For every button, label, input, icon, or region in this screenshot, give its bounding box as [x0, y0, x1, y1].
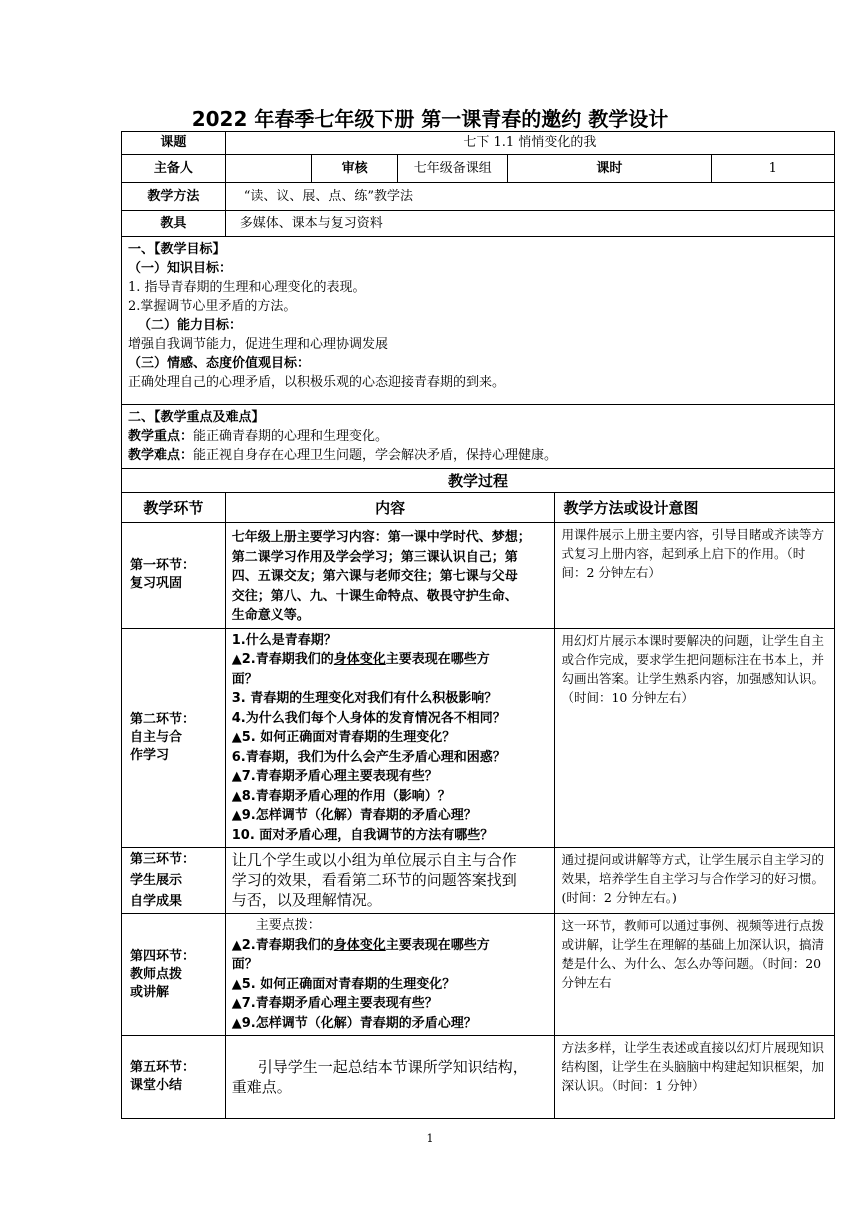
lesson-plan-table	[121, 131, 835, 1119]
document-title: 2022 年春季七年级下册 第一课青春的邀约 教学设计	[191, 107, 669, 131]
stage-1-content	[225, 523, 555, 629]
stage-3-name-line-1: 第三环节：	[130, 852, 196, 867]
ability-item-1: 增强自我调节能力，促进生理和心理协调发展	[128, 337, 389, 352]
row-process-heading	[122, 469, 835, 493]
question-1: 1.什么是青春期？	[231, 632, 337, 648]
stage-2-name-line-3: 作学习	[130, 747, 170, 763]
row-method	[122, 183, 835, 211]
tools-label: 教具	[122, 211, 226, 237]
keypoints-section	[122, 405, 835, 469]
stage-3-line-3: 与否，以及理解情况。	[231, 891, 382, 909]
stage-1-line-4: 交往；第八、九、十课生命特点、敬畏守护生命、	[231, 588, 518, 604]
stage-3-name-line-3: 自学成果	[130, 894, 183, 909]
row-process-columns	[122, 493, 835, 523]
question-7: ▲7.青春期矛盾心理主要表现有些？	[231, 769, 438, 784]
hours-label: 课时	[508, 155, 711, 183]
emotion-item-1: 正确处理自己的心理矛盾，以积极乐观的心态迎接青春期的到来。	[128, 375, 506, 390]
topic-label: 课题	[122, 132, 226, 155]
question-6: 6.青春期，我们为什么会产生矛盾心理和困惑？	[231, 749, 506, 765]
stage-1-line-2: 第二课学习作用及学会学习；第三课认识自己；第	[231, 549, 518, 565]
question-4: 4.为什么我们每个人身体的发育情况各不相同？	[231, 710, 506, 726]
stage-1-name	[122, 523, 226, 629]
stage-3-line-2: 学习的效果，看看第二环节的问题答案找到	[231, 871, 517, 889]
stage-1-name-line-1: 第一环节：	[130, 558, 196, 574]
review-label: 审核	[312, 155, 398, 183]
stage-5-name-line-1: 第五环节：	[130, 1060, 196, 1075]
focus-question-2-suffix: 主要表现在哪些方	[385, 937, 490, 953]
stage-5-name	[122, 1036, 226, 1119]
objectives-heading: 一、【教学目标】	[128, 242, 226, 257]
keypoints-heading: 二、【教学重点及难点】	[128, 410, 265, 425]
preparer-label: 主备人	[122, 155, 226, 183]
page-number: 1	[426, 1132, 434, 1145]
question-2-suffix: 主要表现在哪些方	[385, 652, 490, 667]
stage-2-name	[122, 628, 226, 848]
difficulty-text: 能正视自身存在心理卫生问题，学会解决矛盾，保持心理健康。	[193, 448, 558, 463]
stage-5-line-1: 引导学生一起总结本节课所学知识结构，	[257, 1058, 528, 1076]
stage-5-content	[225, 1036, 555, 1119]
row-meta	[122, 155, 835, 183]
topic-value: 七下 1.1 悄悄变化的我	[225, 132, 834, 155]
stage-5-name-line-2: 课堂小结	[130, 1078, 183, 1093]
tools-value: 多媒体、课本与复习资料	[225, 211, 834, 237]
stage-4-name-line-2: 教师点拨	[130, 966, 183, 982]
focus-question-9: ▲9.怎样调节（化解）青春期的矛盾心理？	[231, 1015, 477, 1031]
focus-label: 教学重点：	[128, 429, 194, 444]
objectives-section	[122, 237, 835, 405]
stage-4-content	[225, 914, 555, 1036]
stage-4-name	[122, 914, 226, 1036]
stage-2-name-line-1: 第二环节：	[130, 711, 196, 727]
focus-question-2	[232, 936, 549, 956]
stage-1-line-3: 四、五课交友；第六课与老师交往；第七课与父母	[231, 569, 518, 584]
focus-question-5: ▲5. 如何正确面对青春期的生理变化？	[231, 976, 456, 992]
stage-4-name-line-3: 或讲解	[130, 984, 170, 1000]
focus-question-7: ▲7.青春期矛盾心理主要表现有些？	[231, 996, 438, 1011]
method-value: “读、议、展、点、练”教学法	[225, 183, 834, 211]
preparer-value	[225, 155, 311, 183]
difficulty-label: 教学难点：	[128, 448, 194, 463]
question-2-prefix: ▲2.青春期我们的	[231, 652, 334, 667]
ability-title: （二）能力目标：	[138, 318, 243, 333]
process-heading: 教学过程	[122, 469, 835, 493]
stage-1-line-5: 生命意义等。	[231, 608, 310, 623]
stage-4-method: 这一环节，教师可以通过事例、视频等进行点拨或讲解，让学生在理解的基础上加深认识，搞清楚是什么、为什么、怎么办等问题。（时间：20 分钟左右	[555, 914, 835, 1036]
row-stage-5	[122, 1036, 835, 1119]
stage-4-name-line-1: 第四环节：	[130, 948, 196, 964]
row-objectives	[122, 237, 835, 405]
question-2-underlined: 身体变化	[333, 652, 386, 667]
stage-5-line-2: 重难点。	[231, 1078, 292, 1096]
focus-text: 能正确青春期的心理和生理变化。	[193, 429, 389, 444]
focus-question-2-underlined: 身体变化	[333, 937, 386, 953]
stage-2-name-line-2: 自主与合	[130, 729, 183, 745]
hours-value: 1	[711, 155, 834, 183]
question-8: ▲8.青春期矛盾心理的作用（影响）？	[231, 788, 451, 804]
stage-1-method: 用课件展示上册主要内容，引导目睹或齐读等方式复习上册内容，起到承上启下的作用。（时间：2 分钟左右）	[555, 523, 835, 629]
stage-5-method: 方法多样，让学生表述或直接以幻灯片展现知识结构图，让学生在头脑脑中构建起知识框架，加深认识。（时间：1 分钟）	[555, 1036, 835, 1119]
stage-1-line-1: 七年级上册主要学习内容：第一课中学时代、梦想；	[231, 530, 531, 545]
focus-question-2-prefix: ▲2.青春期我们的	[231, 937, 334, 953]
row-keypoints	[122, 405, 835, 469]
col-stage: 教学环节	[122, 493, 226, 523]
stage-3-method: 通过提问或讲解等方式，让学生展示自主学习的效果，培养学生自主学习与合作学习的好习惯。(时间：2 分钟左右。)	[555, 848, 835, 914]
question-5: ▲5. 如何正确面对青春期的生理变化？	[231, 730, 456, 745]
teaching-focus	[128, 427, 828, 446]
knowledge-item-2: 2.掌握调节心里矛盾的方法。	[128, 299, 297, 314]
method-label: 教学方法	[122, 183, 226, 211]
review-value: 七年级备课组	[398, 155, 508, 183]
row-stage-2	[122, 628, 835, 848]
stage-3-line-1: 让几个学生或以小组为单位展示自主与合作	[231, 851, 517, 869]
row-stage-3	[122, 848, 835, 914]
knowledge-title: （一）知识目标：	[128, 261, 233, 276]
question-2-continued: 面？	[231, 671, 258, 687]
stage-3-name	[122, 848, 226, 914]
knowledge-item-1: 1. 指导青春期的生理和心理变化的表现。	[128, 280, 366, 295]
stage-2-content	[225, 628, 555, 848]
row-stage-4	[122, 914, 835, 1036]
col-content: 内容	[225, 493, 555, 523]
stage-3-content	[225, 848, 555, 914]
row-stage-1	[122, 523, 835, 629]
row-tools	[122, 211, 835, 237]
row-topic	[122, 132, 835, 155]
stage-4-intro: 主要点拨：	[255, 918, 321, 933]
stage-3-name-line-2: 学生展示	[130, 873, 183, 888]
focus-question-2-continued: 面？	[231, 957, 258, 972]
question-10: 10. 面对矛盾心理，自我调节的方法有哪些？	[231, 827, 494, 843]
emotion-title: （三）情感、态度价值观目标：	[128, 356, 311, 371]
stage-2-method: 用幻灯片展示本课时要解决的问题，让学生自主或合作完成，要求学生把问题标注在书本上，并勾画出答案。让学生熟系内容，加强感知认识。（时间：10 分钟左右）	[555, 628, 835, 848]
question-9: ▲9.怎样调节（化解）青春期的矛盾心理？	[231, 808, 477, 823]
teaching-difficulty	[128, 446, 828, 465]
stage-1-name-line-2: 复习巩固	[130, 576, 183, 592]
question-2	[232, 650, 549, 670]
col-method: 教学方法或设计意图	[555, 493, 835, 523]
question-3: 3. 青春期的生理变化对我们有什么积极影响？	[231, 691, 498, 706]
